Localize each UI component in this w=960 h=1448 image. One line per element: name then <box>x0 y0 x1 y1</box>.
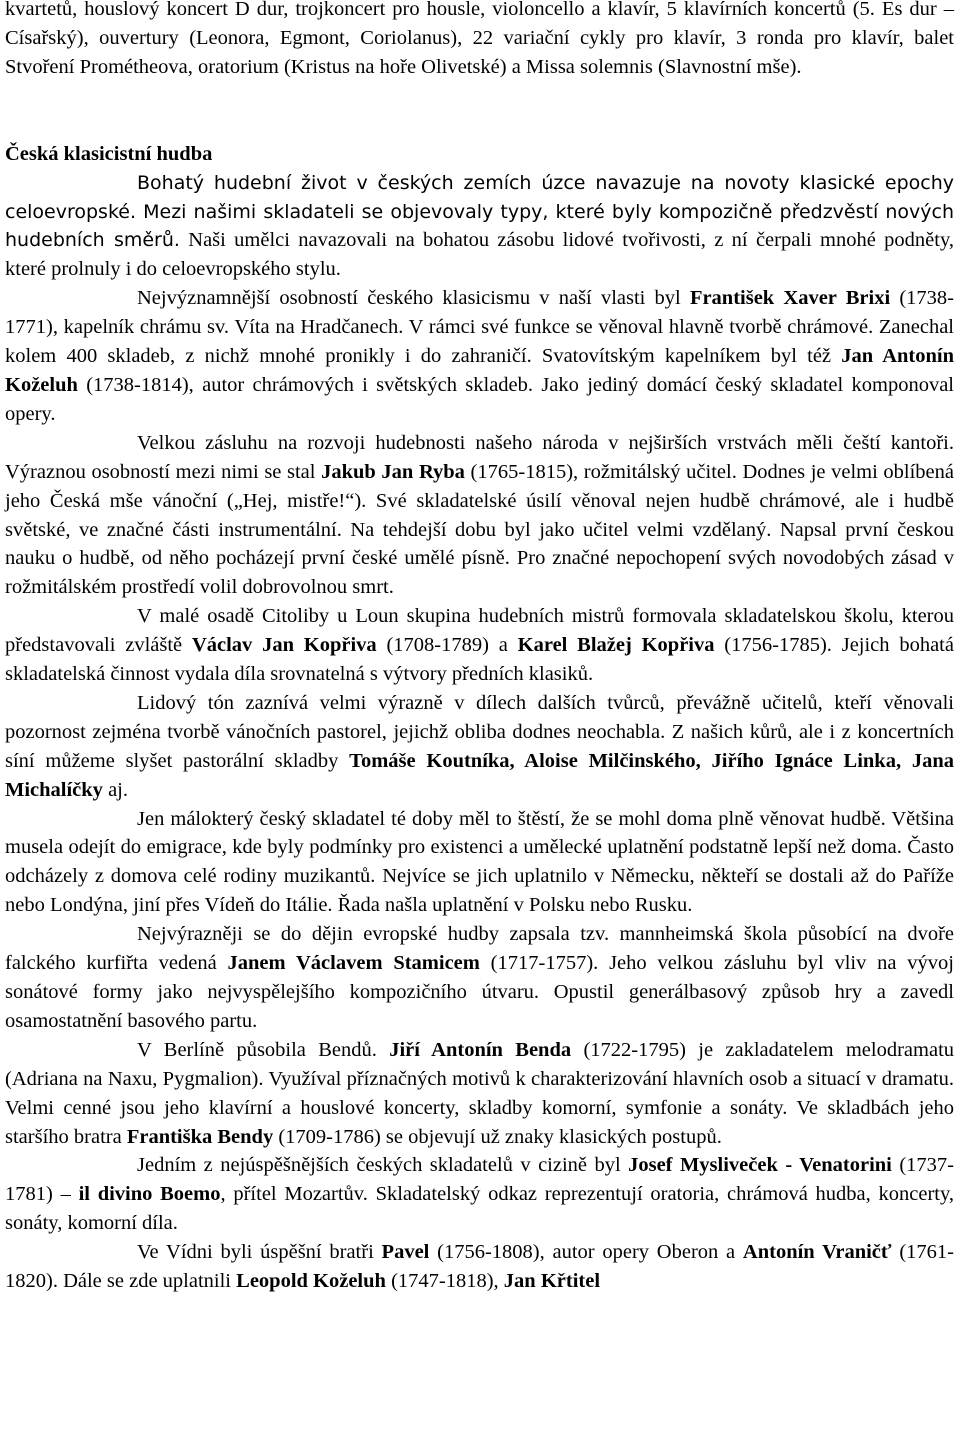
composer-name: Antonín Vraničť <box>742 1241 892 1264</box>
text-run: V malé osadě Citoliby u Loun skupina hudebních mistrů formovala skladatelskou školu, kterou představovali zvláště <box>5 605 954 657</box>
text-run: (1738-1814), autor chrámových i světských skladeb. Jako jediný domácí český skladatel komponoval opery. <box>5 373 954 425</box>
composer-name: Jiří Antonín Benda <box>389 1038 572 1061</box>
text-run: Nejvýrazněji se do dějin evropské hudby zapsala tzv. mannheimská škola působící na dvoře falckého kurfiřta vedená <box>5 923 954 975</box>
paragraph-stamic <box>5 920 954 1036</box>
text-run: (1765-1815), rožmitálský učitel. Dodnes je velmi oblíbená jeho Česká mše vánoční („Hej, mistře!“). Své skladatelské úsilí věnoval nejen hudbě chrámové, ale i hudbě světské, ve značné části instrumentální. Na tehdejší dobu byl jako učitel velmi vzdělaný. Napsal první českou nauku o hudbě, od něho pocházejí první české umělé písně. Pro značné nepochopení svých novodobých zásad v rožmitálském prostředí volil dobrovolnou smrt. <box>5 460 955 599</box>
paragraph-vienna <box>5 1238 954 1296</box>
section-heading: Česká klasicistní hudba <box>5 142 213 165</box>
composer-name: Karel Blažej Kopřiva <box>517 634 715 657</box>
nickname: il divino Boemo <box>78 1183 221 1206</box>
composer-name: Jan Křtitel <box>503 1270 601 1293</box>
text-run: (1737-1781) – <box>5 1154 954 1206</box>
text-run: (1708-1789) a <box>376 634 518 657</box>
text-run: (1738-1771), kapelník chrámu sv. Víta na Hradčanech. V rámci své funkce se věnoval hlavně tvorbě chrámové. Zanechal kolem 400 skladeb, z nichž mnohé pronikly i do zahraničí. Svatovítským kapelníkem byl též <box>5 287 954 368</box>
text-run: (1722-1795) je zakladatelem melodramatu (Adriana na Naxu, Pygmalion). Využíval příznačných motivů k charakterizování hlavních osob a situací v dramatu. Velmi cenné jsou jeho klavírní a houslové koncerty, skladby komorní, symfonie a sonáty. Ve skladbách jeho staršího bratra <box>5 1038 955 1148</box>
paragraph-overview <box>5 169 954 285</box>
text-run: Lidový tón zaznívá velmi výrazně v dílech dalších tvůrců, převážně učitelů, kteří věnovali pozornost zejména tvorbě vánočních pastorel, jejichž obliba dodnes neochabla. Z našich kůrů, ale i z koncertních síní můžeme slyšet pastorální skladby <box>5 691 954 772</box>
composer-name: Václav Jan Kopřiva <box>191 634 377 657</box>
composer-name: František Xaver Brixi <box>689 287 891 310</box>
text-run: aj. <box>102 778 128 801</box>
paragraph-pastorals <box>5 689 954 805</box>
composer-name: Františka Bendy <box>126 1125 274 1148</box>
intro-paragraph: kvartetů, houslový koncert D dur, trojkoncert pro housle, violoncello a klavír, 5 klavírních koncertů (5. Es dur – Císařský), ouvertury (Leonora, Egmont, Coriolanus), 22 variační cykly pro klavír, 3 ronda pro klavír, balet Stvoření Prométheova, oratorium (Kristus na hoře Olivetské) a Missa solemnis (Slavnostní mše). <box>5 0 954 78</box>
text-run: , přítel Mozartův. Skladatelský odkaz reprezentují oratoria, chrámová hudba, koncerty, sonáty, komorní díla. <box>5 1183 955 1235</box>
composer-name: Janem Václavem Stamicem <box>227 952 480 975</box>
text-run: Nejvýznamnější osobností českého klasicismu v naší vlasti byl <box>137 287 690 310</box>
text-run: Velkou zásluhu na rozvoji hudebnosti našeho národa v nejširších vrstvách měli čeští kantoři. Výraznou osobností mezi nimi se stal <box>5 431 954 483</box>
text-run: (1756-1808), autor opery Oberon a <box>429 1241 743 1264</box>
composer-name: Jakub Jan Ryba <box>321 460 465 483</box>
overview-text: Naši umělci navazovali na bohatou zásobu lidové tvořivosti, z ní čerpali mnohé podněty, které prolnuly i do celoevropského stylu. <box>5 229 954 281</box>
paragraph-kopriva <box>5 602 954 689</box>
text-run: Jedním z nejúspěšnějších českých skladatelů v cizině byl <box>137 1154 629 1177</box>
paragraph-myslivecek <box>5 1151 954 1238</box>
composer-name: Pavel <box>381 1241 430 1264</box>
text-run: V Berlíně působila Bendů. <box>137 1038 390 1061</box>
paragraph-benda <box>5 1036 954 1152</box>
text-run: (1717-1757). Jeho velkou zásluhu byl vliv na vývoj sonátové formy jako nejvyspělejšího kompozičního útvaru. Opustil generálbasový způsob hry a zavedl osamostatnění basového partu. <box>5 952 954 1032</box>
composer-name: Josef Mysliveček - Venatorini <box>628 1154 892 1177</box>
composer-name: Leopold Koželuh <box>236 1270 386 1293</box>
composer-names: Tomáše Koutníka, Aloise Milčinského, Jiřího Ignáce Linka, Jana Michalíčky <box>5 749 954 801</box>
composer-name: Jan Antonín Koželuh <box>5 345 954 396</box>
text-run: (1747-1818), <box>385 1270 504 1293</box>
text-run: Ve Vídni byli úspěšní bratři <box>137 1241 382 1264</box>
text-run: (1761-1820). Dále se zde uplatnili <box>5 1241 955 1293</box>
text-run: (1709-1786) se objevují už znaky klasických postupů. <box>273 1125 722 1148</box>
paragraph-emigration: Jen málokterý český skladatel té doby měl to štěstí, že se mohl doma plně věnovat hudbě. Většina musela odejít do emigrace, kde byly podmínky pro existenci a umělecké uplatnění podstatně lepší než doma. Často odcházely z domova celé rodiny muzikantů. Nejvíce se jich uplatnilo v Německu, někteří se dostali až do Paříže nebo Londýna, jiní přes Vídeň do Itálie. Řada našla uplatnění v Polsku nebo Rusku. <box>5 807 954 917</box>
text-run: (1756-1785). Jejich bohatá skladatelská činnost vydala díla srovnatelná s výtvory předních klasiků. <box>5 634 954 686</box>
paragraph-brixi <box>5 284 954 429</box>
overview-text-sans: Bohatý hudební život v českých zemích úzce navazuje na novoty klasické epochy celoevropské. Mezi našimi skladateli se objevovaly typy, které byly kompozičně předzvěstí nových hudebních směrů. <box>5 171 954 252</box>
paragraph-ryba <box>5 429 954 602</box>
